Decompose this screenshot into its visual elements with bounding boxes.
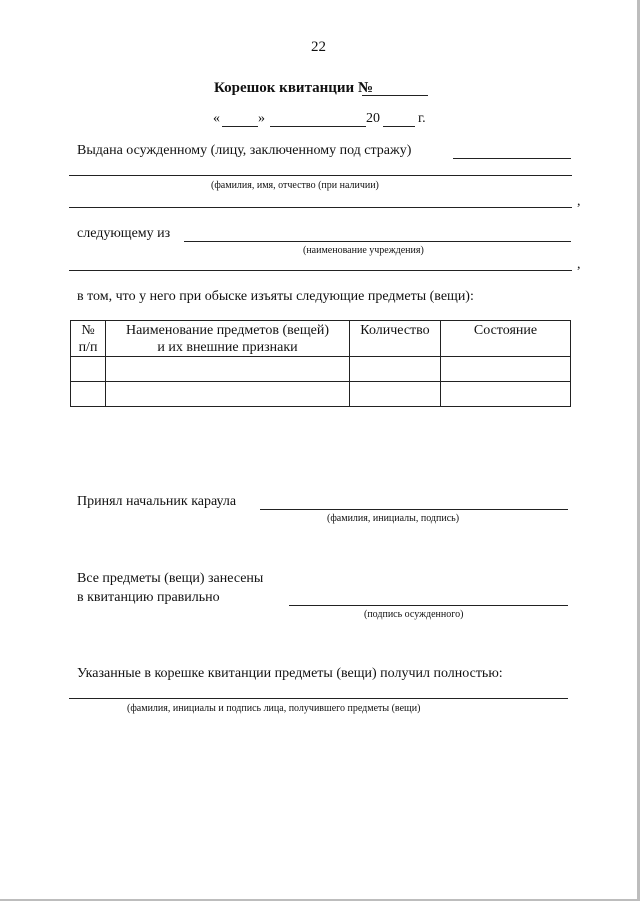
institution-field[interactable] — [184, 241, 571, 242]
issued-name-field[interactable] — [69, 175, 572, 176]
table-cell[interactable] — [441, 357, 571, 382]
date-open-quote: « — [213, 111, 220, 126]
receipt-number-field[interactable] — [362, 95, 428, 96]
issued-to-field[interactable] — [453, 158, 571, 159]
accepted-by-caption: (фамилия, инициалы, подпись) — [327, 513, 460, 524]
table-row — [71, 382, 571, 407]
accepted-by-field[interactable] — [260, 509, 568, 510]
date-year-suffix: г. — [418, 111, 426, 126]
date-year-field[interactable] — [383, 126, 415, 127]
issued-name-field-2[interactable] — [69, 207, 572, 208]
issued-name-caption: (фамилия, имя, отчество (при наличии) — [211, 180, 379, 191]
table-cell[interactable] — [350, 357, 441, 382]
page-number: 22 — [311, 39, 326, 55]
table-cell[interactable] — [441, 382, 571, 407]
header-number: № п/п — [71, 321, 106, 357]
date-month-field[interactable] — [270, 126, 366, 127]
date-year-prefix: 20 — [366, 111, 380, 126]
table-cell[interactable] — [106, 357, 350, 382]
all-items-label-line2: в квитанцию правильно — [77, 590, 220, 605]
received-label: Указанные в корешке квитанции предметы (вещи) получил полностью: — [77, 666, 503, 681]
table-cell[interactable] — [350, 382, 441, 407]
following-from-label: следующему из — [77, 226, 171, 241]
date-close-quote: » — [258, 111, 265, 126]
convict-signature-field[interactable] — [289, 605, 568, 606]
accepted-by-label: Принял начальник караула — [77, 494, 237, 509]
table-cell[interactable] — [71, 357, 106, 382]
receiver-field[interactable] — [69, 698, 568, 699]
date-day-field[interactable] — [222, 126, 258, 127]
all-items-label-line1: Все предметы (вещи) занесены — [77, 571, 264, 586]
table-cell[interactable] — [106, 382, 350, 407]
header-quantity: Количество — [350, 321, 441, 357]
table-header-row — [71, 321, 571, 357]
convict-signature-caption: (подпись осужденного) — [364, 609, 464, 620]
search-statement: в том, что у него при обыске изъяты следующие предметы (вещи): — [77, 289, 474, 304]
institution-field-2[interactable] — [69, 270, 572, 271]
receiver-caption: (фамилия, инициалы и подпись лица, получившего предметы (вещи) — [127, 703, 421, 714]
items-table — [70, 320, 571, 407]
table-row — [71, 357, 571, 382]
issued-comma: , — [577, 194, 581, 209]
following-comma: , — [577, 257, 581, 272]
issued-to-label: Выдана осужденному (лицу, заключенному под стражу) — [77, 143, 412, 158]
header-item-name: Наименование предметов (вещей) и их внешние признаки — [106, 321, 350, 357]
page-title: Корешок квитанции № — [214, 80, 374, 96]
header-condition: Состояние — [441, 321, 571, 357]
table-cell[interactable] — [71, 382, 106, 407]
institution-caption: (наименование учреждения) — [303, 245, 424, 256]
